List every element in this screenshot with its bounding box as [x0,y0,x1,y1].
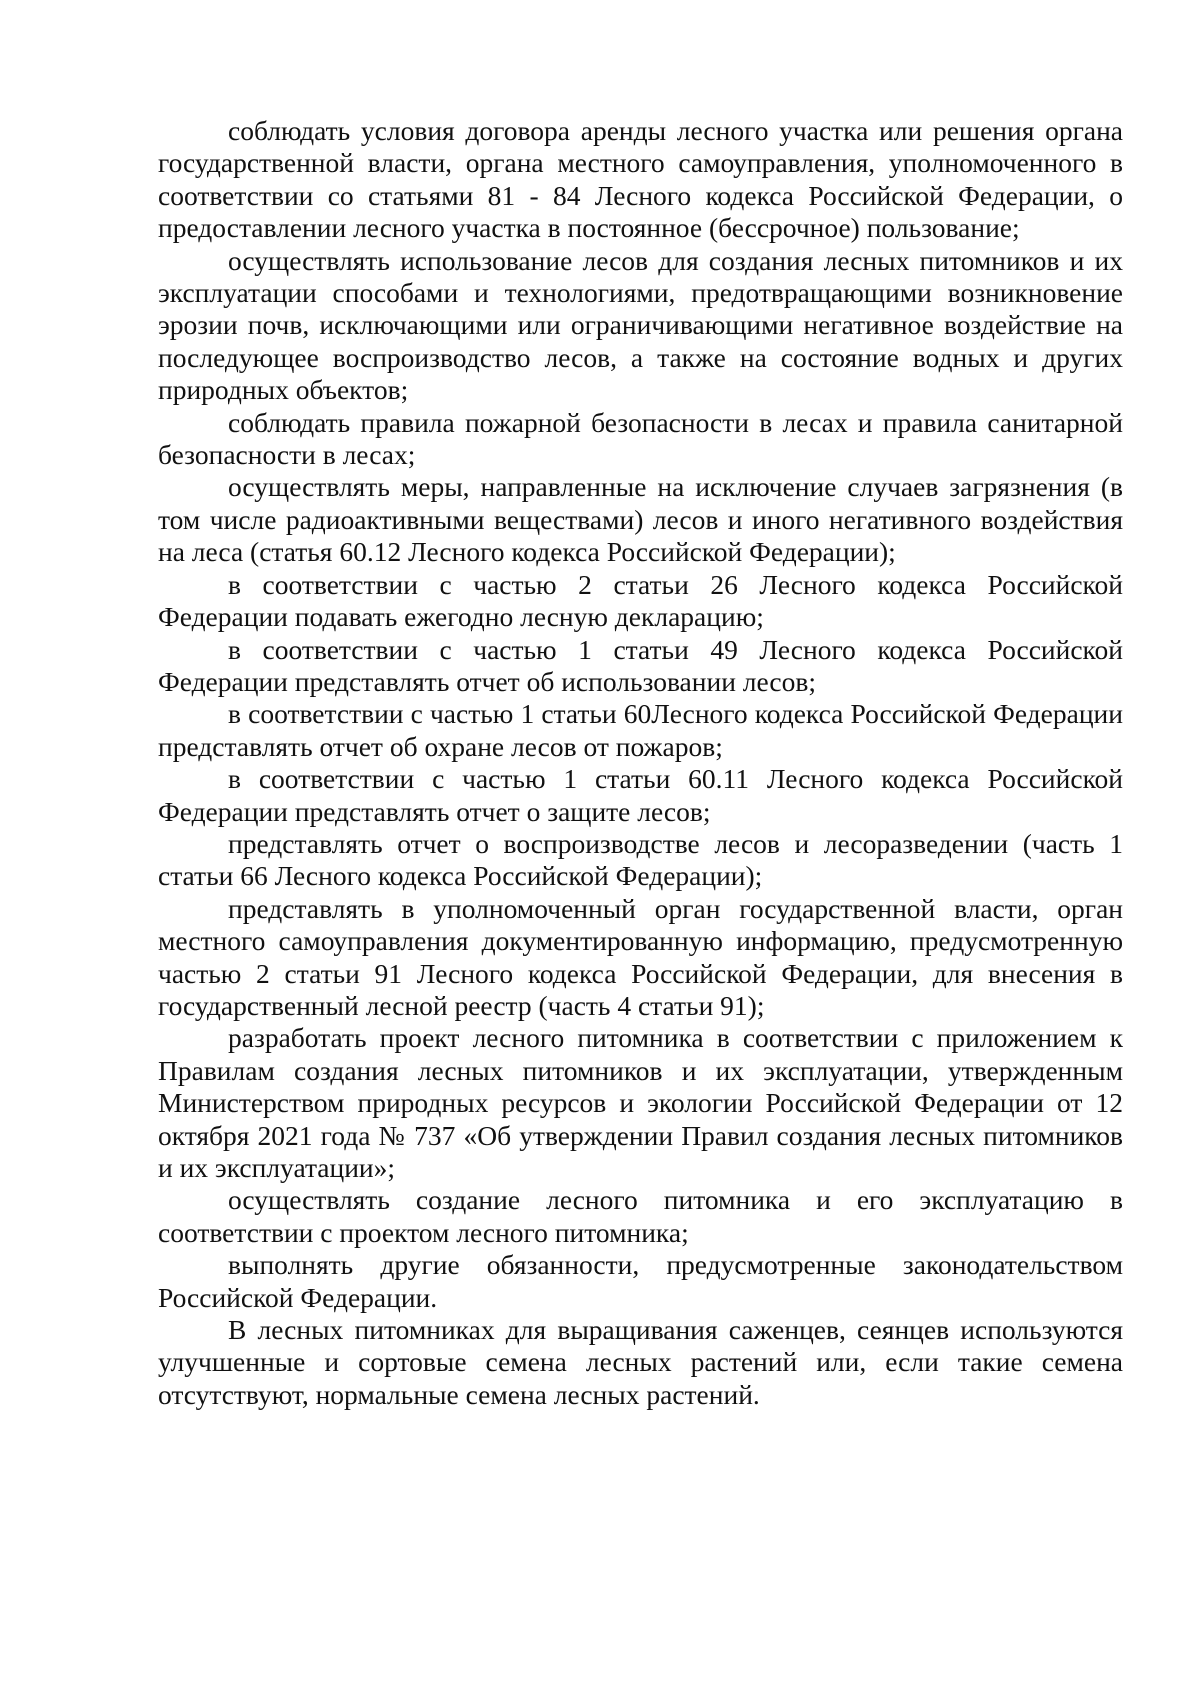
paragraph-forest-declaration: в соответствии с частью 2 статьи 26 Лесного кодекса Российской Федерации подавать ежегодно лесную декларацию; [158,568,1123,633]
paragraph-nursery-operation: осуществлять создание лесного питомника и его эксплуатацию в соответствии с проектом лесного питомника; [158,1184,1123,1248]
paragraph-nursery-project: разработать проект лесного питомника в соответствии с приложением к Правилам создания лесных питомников и их эксплуатации, утвержденным Министерством природных ресурсов и экологии Российской Федерации от 12 октября 2021 года № 737 «Об утверждении Правил создания лесных питомников и их эксплуатации»; [158,1022,1123,1183]
paragraph-lease-conditions: соблюдать условия договора аренды лесного участка или решения органа государственной власти, органа местного самоуправления, уполномоченного в соответствии со статьями 81 - 84 Лесного кодекса Российской Федерации, о предоставлении лесного участка в постоянное (бессрочное) пользование; [158,115,1123,244]
paragraph-fire-safety: соблюдать правила пожарной безопасности в лесах и правила санитарной безопасности в лесах; [158,406,1123,471]
document-page [158,115,1123,1411]
paragraph-fire-protection-report: в соответствии с частью 1 статьи 60Лесного кодекса Российской Федерации представлять отчет об охране лесов от пожаров; [158,698,1123,762]
paragraph-seeds: В лесных питомниках для выращивания саженцев, сеянцев используются улучшенные и сортовые семена лесных растений или, если такие семена отсутствуют, нормальные семена лесных растений. [158,1314,1123,1410]
paragraph-forest-protection-report: в соответствии с частью 1 статьи 60.11 Лесного кодекса Российской Федерации представлять отчет о защите лесов; [158,763,1123,827]
paragraph-reproduction-report: представлять отчет о воспроизводстве лесов и лесоразведении (часть 1 статьи 66 Лесного кодекса Российской Федерации); [158,827,1123,892]
paragraph-nursery-methods: осуществлять использование лесов для создания лесных питомников и их эксплуатации способами и технологиями, предотвращающими возникновение эрозии почв, исключающими или ограничивающими негативное воздействие на последующее воспроизводство лесов, а также на состояние водных и других природных объектов; [158,244,1123,406]
paragraph-other-duties: выполнять другие обязанности, предусмотренные законодательством Российской Федерации. [158,1249,1123,1313]
paragraph-pollution-measures: осуществлять меры, направленные на исключение случаев загрязнения (в том числе радиоактивными веществами) лесов и иного негативного воздействия на леса (статья 60.12 Лесного кодекса Российской Федерации); [158,471,1123,568]
paragraph-usage-report: в соответствии с частью 1 статьи 49 Лесного кодекса Российской Федерации представлять отчет об использовании лесов; [158,633,1123,697]
paragraph-registry-information: представлять в уполномоченный орган государственной власти, орган местного самоуправления документированную информацию, предусмотренную частью 2 статьи 91 Лесного кодекса Российской Федерации, для внесения в государственный лесной реестр (часть 4 статьи 91); [158,892,1123,1021]
